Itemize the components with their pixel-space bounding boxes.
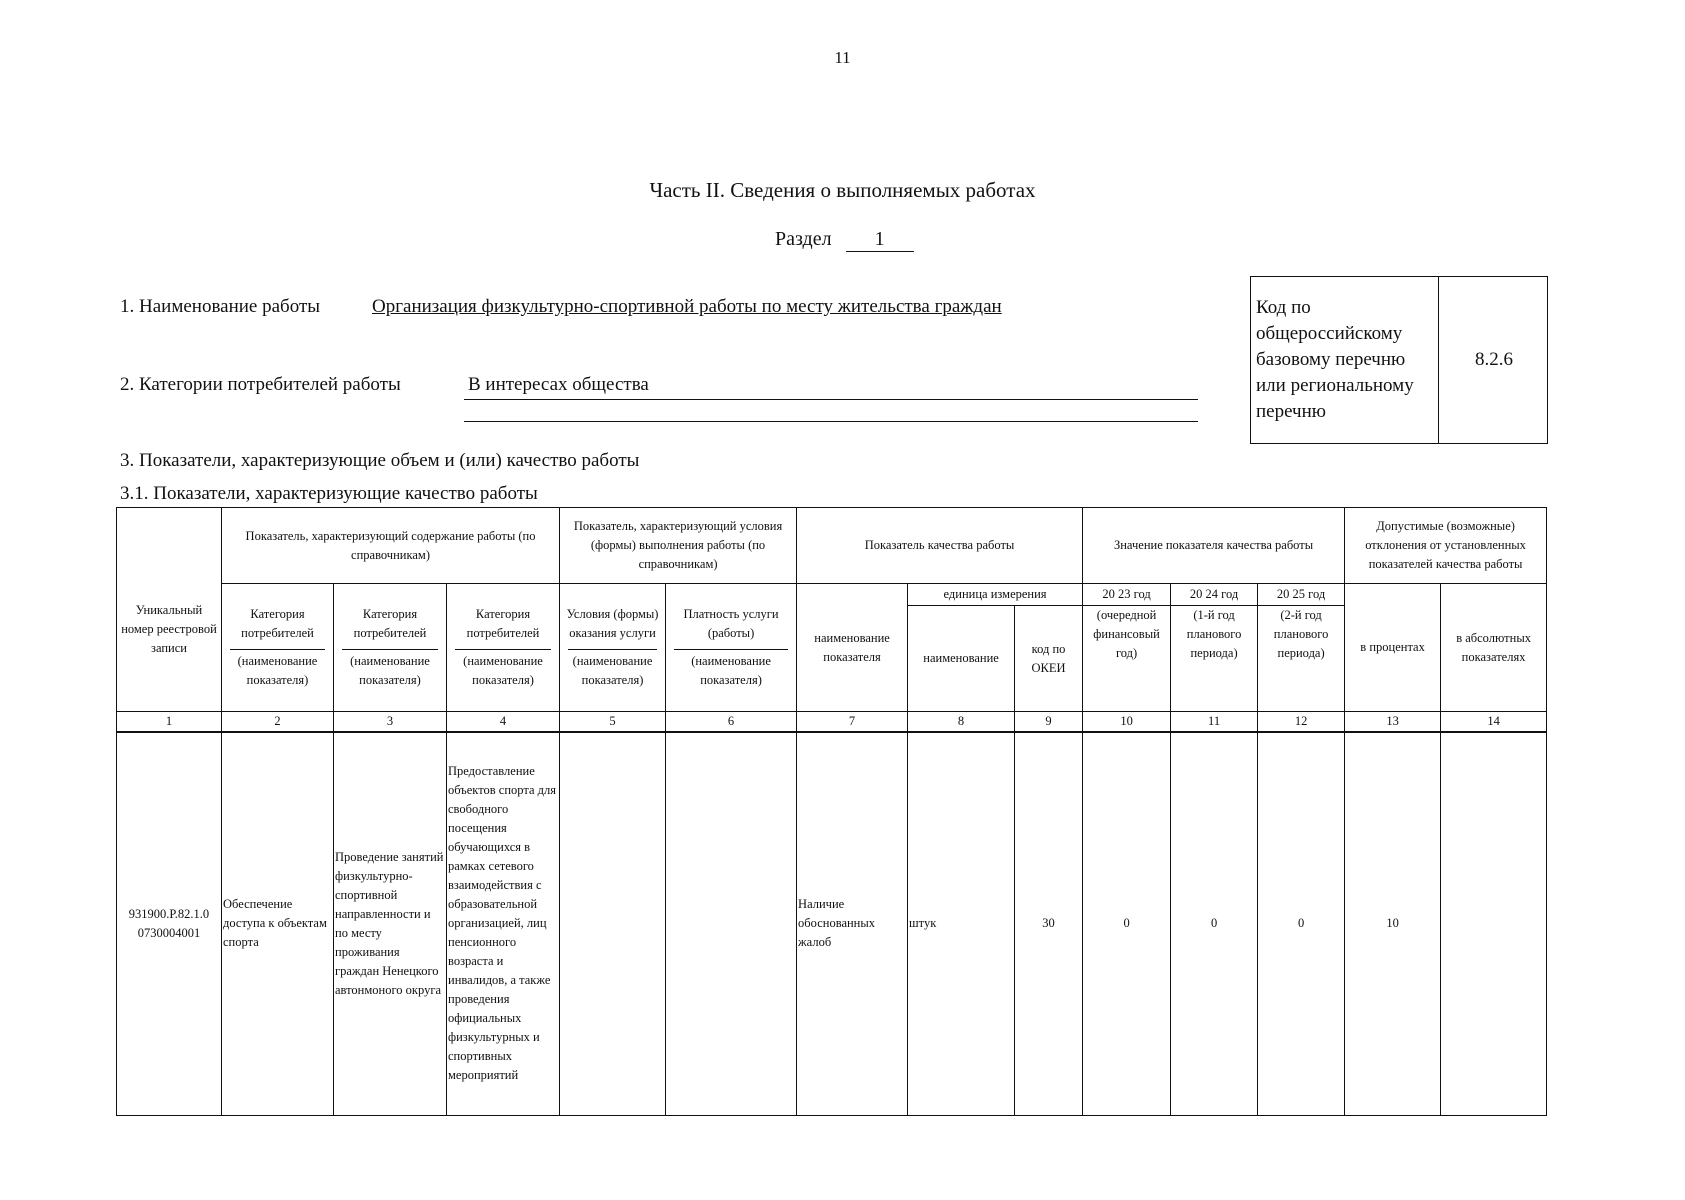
col-num: 10 [1083,712,1171,732]
category-2-title: Категория потребителей [353,607,427,640]
column-number-row [117,712,1547,732]
col-num: 6 [666,712,797,732]
header-quality-indicator: Показатель качества работы [797,508,1083,584]
payment-title: Платность услуги (работы) [683,607,779,640]
header-allowed-deviation: Допустимые (возможные) отклонения от установленных показателей качества работы [1345,508,1547,584]
header-okei: код по ОКЕИ [1015,606,1083,712]
header-conditions-indicator: Показатель, характеризующий условия (формы) выполнения работы (по справочникам) [560,508,797,584]
section-label: Раздел [775,228,832,250]
col-num: 11 [1171,712,1258,732]
col-num: 14 [1441,712,1547,732]
category-1-title: Категория потребителей [241,607,314,640]
cell-payment [666,732,797,1116]
header-unique-number: Уникальный номер реестровой записи [117,508,222,712]
header-absolute: в абсолютных показателях [1441,584,1547,712]
header-category-1 [222,584,334,712]
header-indicator-name: наименование показателя [797,584,908,712]
header-year-2-sub: (1-й год планового периода) [1171,606,1258,712]
col-num: 1 [117,712,222,732]
cell-service-conditions [560,732,666,1116]
table-row [117,732,1547,1116]
header-payment [666,584,797,712]
consumers-extra-line [464,421,1198,422]
header-quality-value: Значение показателя качества работы [1083,508,1345,584]
header-category-2 [334,584,447,712]
code-box-value: 8.2.6 [1475,349,1513,370]
cell-category-2: Проведение занятий физкультурно-спортивной направленности и по месту проживания граждан Ненецкого автонмоного округа [334,732,447,1116]
col-num: 3 [334,712,447,732]
header-percent: в процентах [1345,584,1441,712]
col-num: 2 [222,712,334,732]
heading-indicators: 3. Показатели, характеризующие объем и (или) качество работы [120,450,640,471]
cell-indicator-name: Наличие обоснованных жалоб [797,732,908,1116]
col-num: 5 [560,712,666,732]
header-year-3: 20 25 год [1258,584,1345,606]
header-year-3-sub: (2-й год планового периода) [1258,606,1345,712]
cell-year-3: 0 [1258,732,1345,1116]
payment-subtitle: (наименование показателя) [674,649,788,690]
header-year-1-sub: (очередной финансовый год) [1083,606,1171,712]
heading-quality-indicators: 3.1. Показатели, характеризующие качество работы [120,483,538,504]
cell-okei: 30 [1015,732,1083,1116]
col-num: 9 [1015,712,1083,732]
category-2-subtitle: (наименование показателя) [342,649,438,690]
section-line [775,228,914,252]
consumers-value: В интересах общества [468,374,649,395]
cell-percent: 10 [1345,732,1441,1116]
consumers-label: 2. Категории потребителей работы [120,374,401,395]
cell-absolute [1441,732,1547,1116]
consumers-underline [464,399,1198,400]
header-category-3 [447,584,560,712]
work-name-label: 1. Наименование работы [120,296,321,317]
service-conditions-title: Условия (формы) оказания услуги [566,607,659,640]
cell-unit-name: штук [908,732,1015,1116]
cell-year-1: 0 [1083,732,1171,1116]
quality-indicators-table [116,507,1547,1116]
registry-code: 931900.Р.82.1.0 0730004001 [117,732,222,1116]
header-year-2: 20 24 год [1171,584,1258,606]
code-box-label: Код по общероссийскому базовому перечню или региональному перечню [1251,277,1439,443]
section-number: 1 [846,228,914,252]
service-conditions-subtitle: (наименование показателя) [568,649,657,690]
cell-year-2: 0 [1171,732,1258,1116]
page-number: 11 [834,48,851,67]
category-3-subtitle: (наименование показателя) [455,649,551,690]
header-unit: единица измерения [908,584,1083,606]
category-1-subtitle: (наименование показателя) [230,649,325,690]
col-num: 12 [1258,712,1345,732]
col-num: 7 [797,712,908,732]
header-service-conditions [560,584,666,712]
header-content-indicator: Показатель, характеризующий содержание работы (по справочникам) [222,508,560,584]
cell-category-3: Предоставление объектов спорта для свободного посещения обучающихся в рамках сетевого взаимодействия с образовательной организацией, лиц пенсионного возраста и инвалидов, а также проведения официальных физкультурных и спортивных мероприятий [447,732,560,1116]
header-year-1: 20 23 год [1083,584,1171,606]
col-num: 13 [1345,712,1441,732]
col-num: 8 [908,712,1015,732]
work-name-value: Организация физкультурно-спортивной работы по месту жительства граждан [372,296,1002,317]
cell-category-1: Обеспечение доступа к объектам спорта [222,732,334,1116]
category-3-title: Категория потребителей [466,607,540,640]
header-unit-name: наименование [908,606,1015,712]
col-num: 4 [447,712,560,732]
basic-list-code-box [1250,276,1548,444]
part-title: Часть II. Сведения о выполняемых работах [649,178,1036,202]
